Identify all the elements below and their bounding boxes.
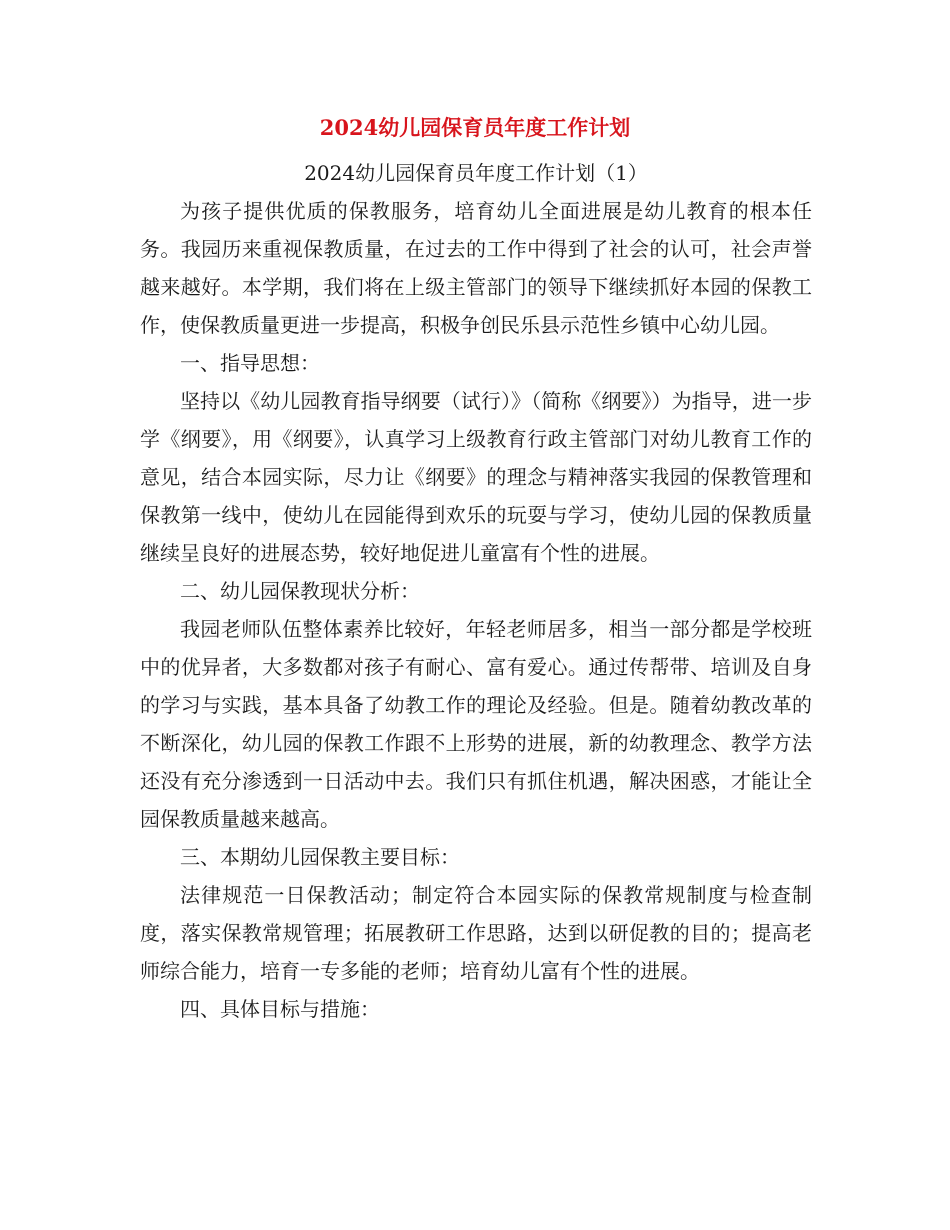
paragraph-status-analysis: 我园老师队伍整体素养比较好，年轻老师居多，相当一部分都是学校班中的优异者，大多数都对孩子有耐心、富有爱心。通过传帮带、培训及自身的学习与实践，基本具备了幼教工作的理论及经验。但是。随着幼教改革的不断深化，幼儿园的保教工作跟不上形势的进展，新的幼教理念、教学方法还没有充分渗透到一日活动中去。我们只有抓住机遇，解决困惑，才能让全园保教质量越来越高。 [140, 617, 812, 831]
paragraph-intro: 为孩子提供优质的保教服务，培育幼儿全面进展是幼儿教育的根本任务。我园历来重视保教质量，在过去的工作中得到了社会的认可，社会声誉越来越好。本学期，我们将在上级主管部门的领导下继续抓好本园的保教工作，使保教质量更进一步提高，积极争创民乐县示范性乡镇中心幼儿园。 [140, 199, 812, 337]
section-heading-main-goals: 三、本期幼儿园保教主要目标： [180, 845, 460, 869]
section-heading-status-analysis: 二、幼儿园保教现状分析： [180, 579, 420, 603]
paragraph-main-goals: 法律规范一日保教活动；制定符合本园实际的保教常规制度与检查制度，落实保教常规管理；拓展教研工作思路，达到以研促教的目的；提高老师综合能力，培育一专多能的老师；培育幼儿富有个性的进展。 [140, 883, 812, 983]
document-body [140, 154, 812, 1028]
document-title: 2024幼儿园保育员年度工作计划 [319, 115, 631, 140]
section-heading-specific-measures: 四、具体目标与措施： [180, 997, 380, 1021]
document-subtitle: 2024幼儿园保育员年度工作计划（1） [304, 161, 648, 185]
section-heading-guiding-ideology: 一、指导思想： [180, 351, 320, 375]
paragraph-guiding-ideology: 坚持以《幼儿园教育指导纲要（试行）》（简称《纲要》）为指导，进一步学《纲要》，用《纲要》，认真学习上级教育行政主管部门对幼儿教育工作的意见，结合本园实际，尽力让《纲要》的理念与精神落实我园的保教管理和保教第一线中，使幼儿在园能得到欢乐的玩耍与学习，使幼儿园的保教质量继续呈良好的进展态势，较好地促进儿童富有个性的进展。 [140, 389, 812, 565]
